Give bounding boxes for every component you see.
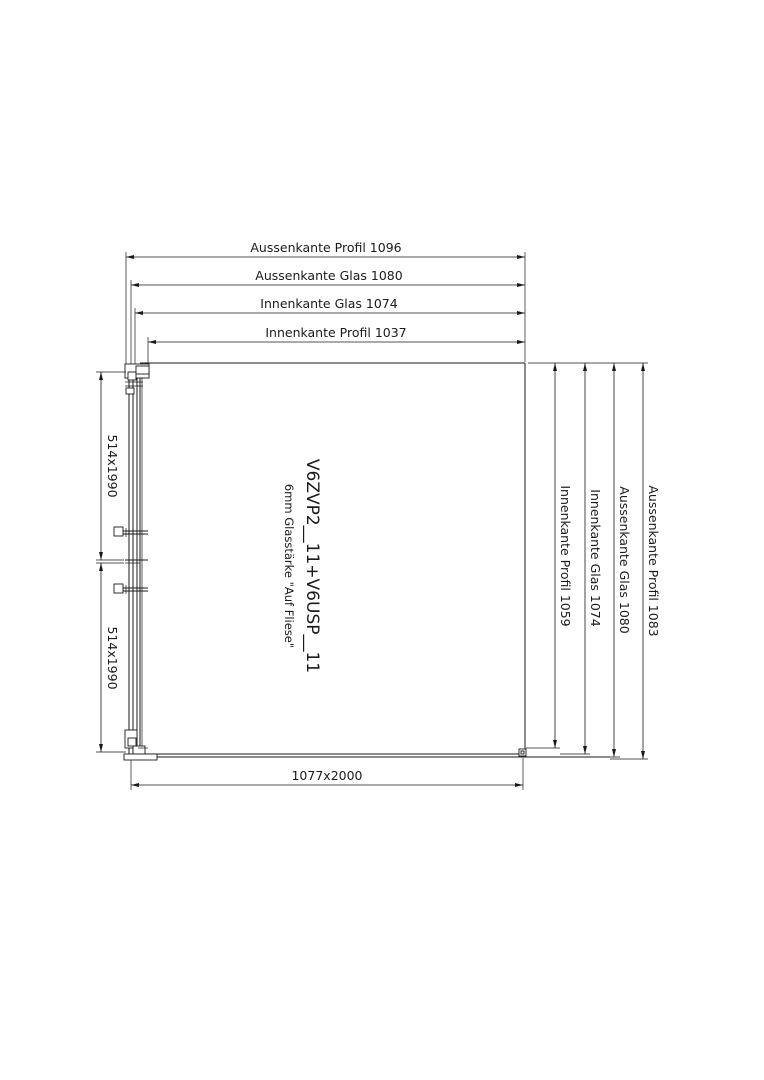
right-dimension-label-3: Aussenkante Glas 1080 xyxy=(617,486,632,634)
product-code-label: V6ZVP2__11+V6USP__11 xyxy=(302,458,322,674)
shower-frame xyxy=(140,363,610,757)
top-dimension-outer-glass xyxy=(131,268,525,370)
left-glass-panel xyxy=(129,365,142,760)
right-dimension-inner-profile xyxy=(526,363,573,748)
left-dimension-label-lower: 514x1990 xyxy=(105,626,120,690)
top-dimension-label-3: Innenkante Glas 1074 xyxy=(260,296,398,311)
right-dimension-label-2: Innenkante Glas 1074 xyxy=(588,489,603,627)
left-dimension-label-upper: 514x1990 xyxy=(105,434,120,498)
bottom-dimension-label: 1077x2000 xyxy=(291,768,363,783)
product-note-label: 6mm Glasstärke "Auf Fliese" xyxy=(282,483,296,649)
top-dimension-inner-profile xyxy=(148,325,525,368)
right-dimension-label-4: Aussenkante Profil 1083 xyxy=(646,485,661,637)
bottom-dimension xyxy=(131,758,523,790)
right-dimension-label-1: Innenkante Profil 1059 xyxy=(558,485,573,627)
door-handle-lower xyxy=(114,584,148,594)
top-dimension-label-1: Aussenkante Profil 1096 xyxy=(250,240,402,255)
top-dimension-label-4: Innenkante Profil 1037 xyxy=(265,325,407,340)
bottom-right-profile-end xyxy=(519,749,526,756)
door-handle-upper xyxy=(114,527,148,537)
top-dimension-label-2: Aussenkante Glas 1080 xyxy=(255,268,403,283)
